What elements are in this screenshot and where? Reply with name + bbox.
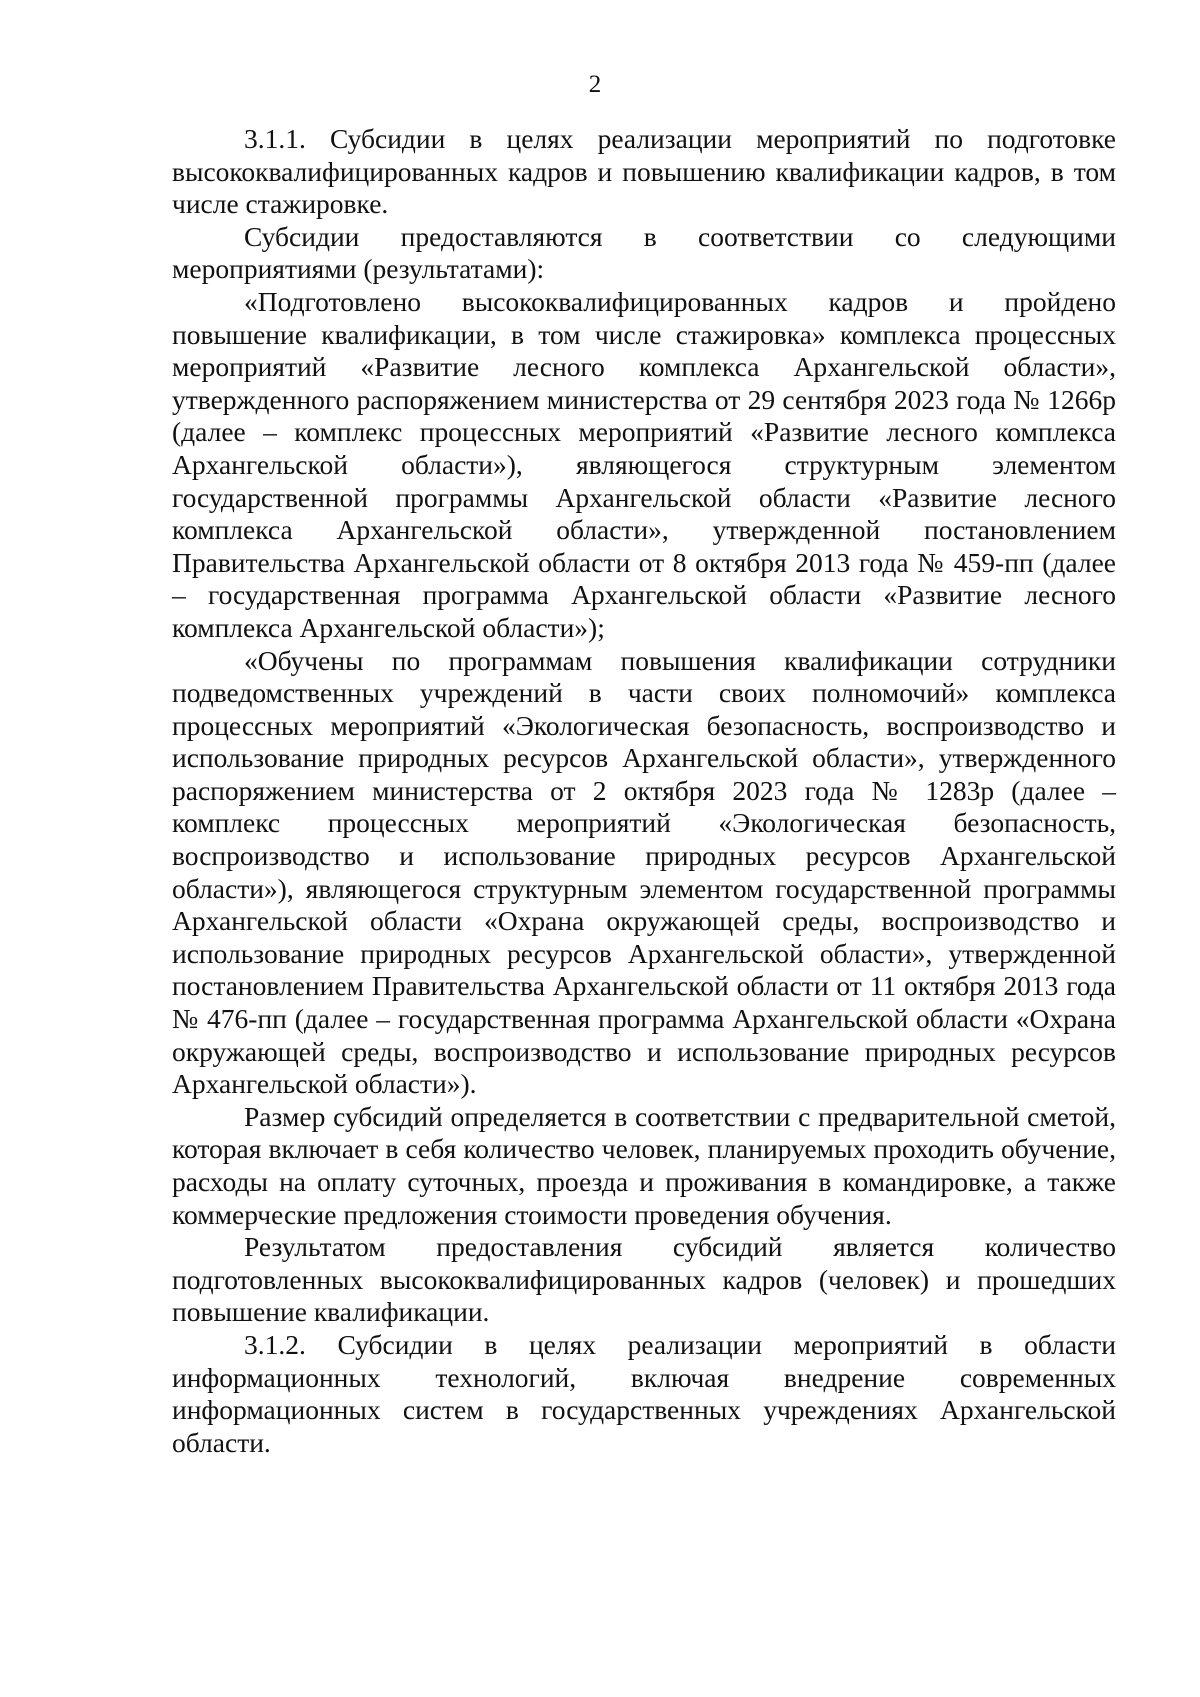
paragraph-3-1-2: 3.1.2. Субсидии в целях реализации мероприятий в области информационных технологий, включая внедрение современных информационных систем в государственных учреждениях Архангельской области. <box>172 1328 1116 1458</box>
page-number: 2 <box>588 71 602 98</box>
paragraph-result-forestry: «Подготовлено высококвалифицированных кадров и пройдено повышение квалификации, в том числе стажировка» комплекса процессных мероприятий «Развитие лесного комплекса Архангельской области», утвержденного распоряжением министерства от 29 сентября 2023 года № 1266р (далее – комплекс процессных мероприятий «Развитие лесного комплекса Архангельской области»), являющегося структурным элементом государственной программы Архангельской области «Развитие лесного комплекса Архангельской области», утвержденной постановлением Правительства Архангельской области от 8 октября 2013 года № 459-пп (далее – государственная программа Архангельской области «Развитие лесного комплекса Архангельской области»); <box>172 285 1116 643</box>
paragraph-subsidies-provided: Субсидии предоставляются в соответствии со следующими мероприятиями (результатами): <box>172 220 1116 285</box>
paragraph-result-ecology: «Обучены по программам повышения квалификации сотрудники подведомственных учреждений в части своих полномочий» комплекса процессных мероприятий «Экологическая безопасность, воспроизводство и использование природных ресурсов Архангельской области», утвержденного распоряжением министерства от 2 октября 2023 года № 1283р (далее – комплекс процессных мероприятий «Экологическая безопасность, воспроизводство и использование природных ресурсов Архангельской области»), являющегося структурным элементом государственной программы Архангельской области «Охрана окружающей среды, воспроизводство и использование природных ресурсов Архангельской области», утвержденной постановлением Правительства Архангельской области от 11 октября 2013 года № 476-пп (далее – государственная программа Архангельской области «Охрана окружающей среды, воспроизводство и использование природных ресурсов Архангельской области»). <box>172 644 1116 1100</box>
document-body <box>172 123 1116 1459</box>
paragraph-subsidy-size: Размер субсидий определяется в соответствии с предварительной сметой, которая включает в себя количество человек, планируемых проходить обучение, расходы на оплату суточных, проезда и проживания в командировке, а также коммерческие предложения стоимости проведения обучения. <box>172 1100 1116 1230</box>
paragraph-subsidy-result: Результатом предоставления субсидий является количество подготовленных высококвалифицированных кадров (человек) и прошедших повышение квалификации. <box>172 1231 1116 1328</box>
paragraph-3-1-1: 3.1.1. Субсидии в целях реализации мероприятий по подготовке высококвалифицированных кадров и повышению квалификации кадров, в том числе стажировке. <box>172 123 1116 220</box>
